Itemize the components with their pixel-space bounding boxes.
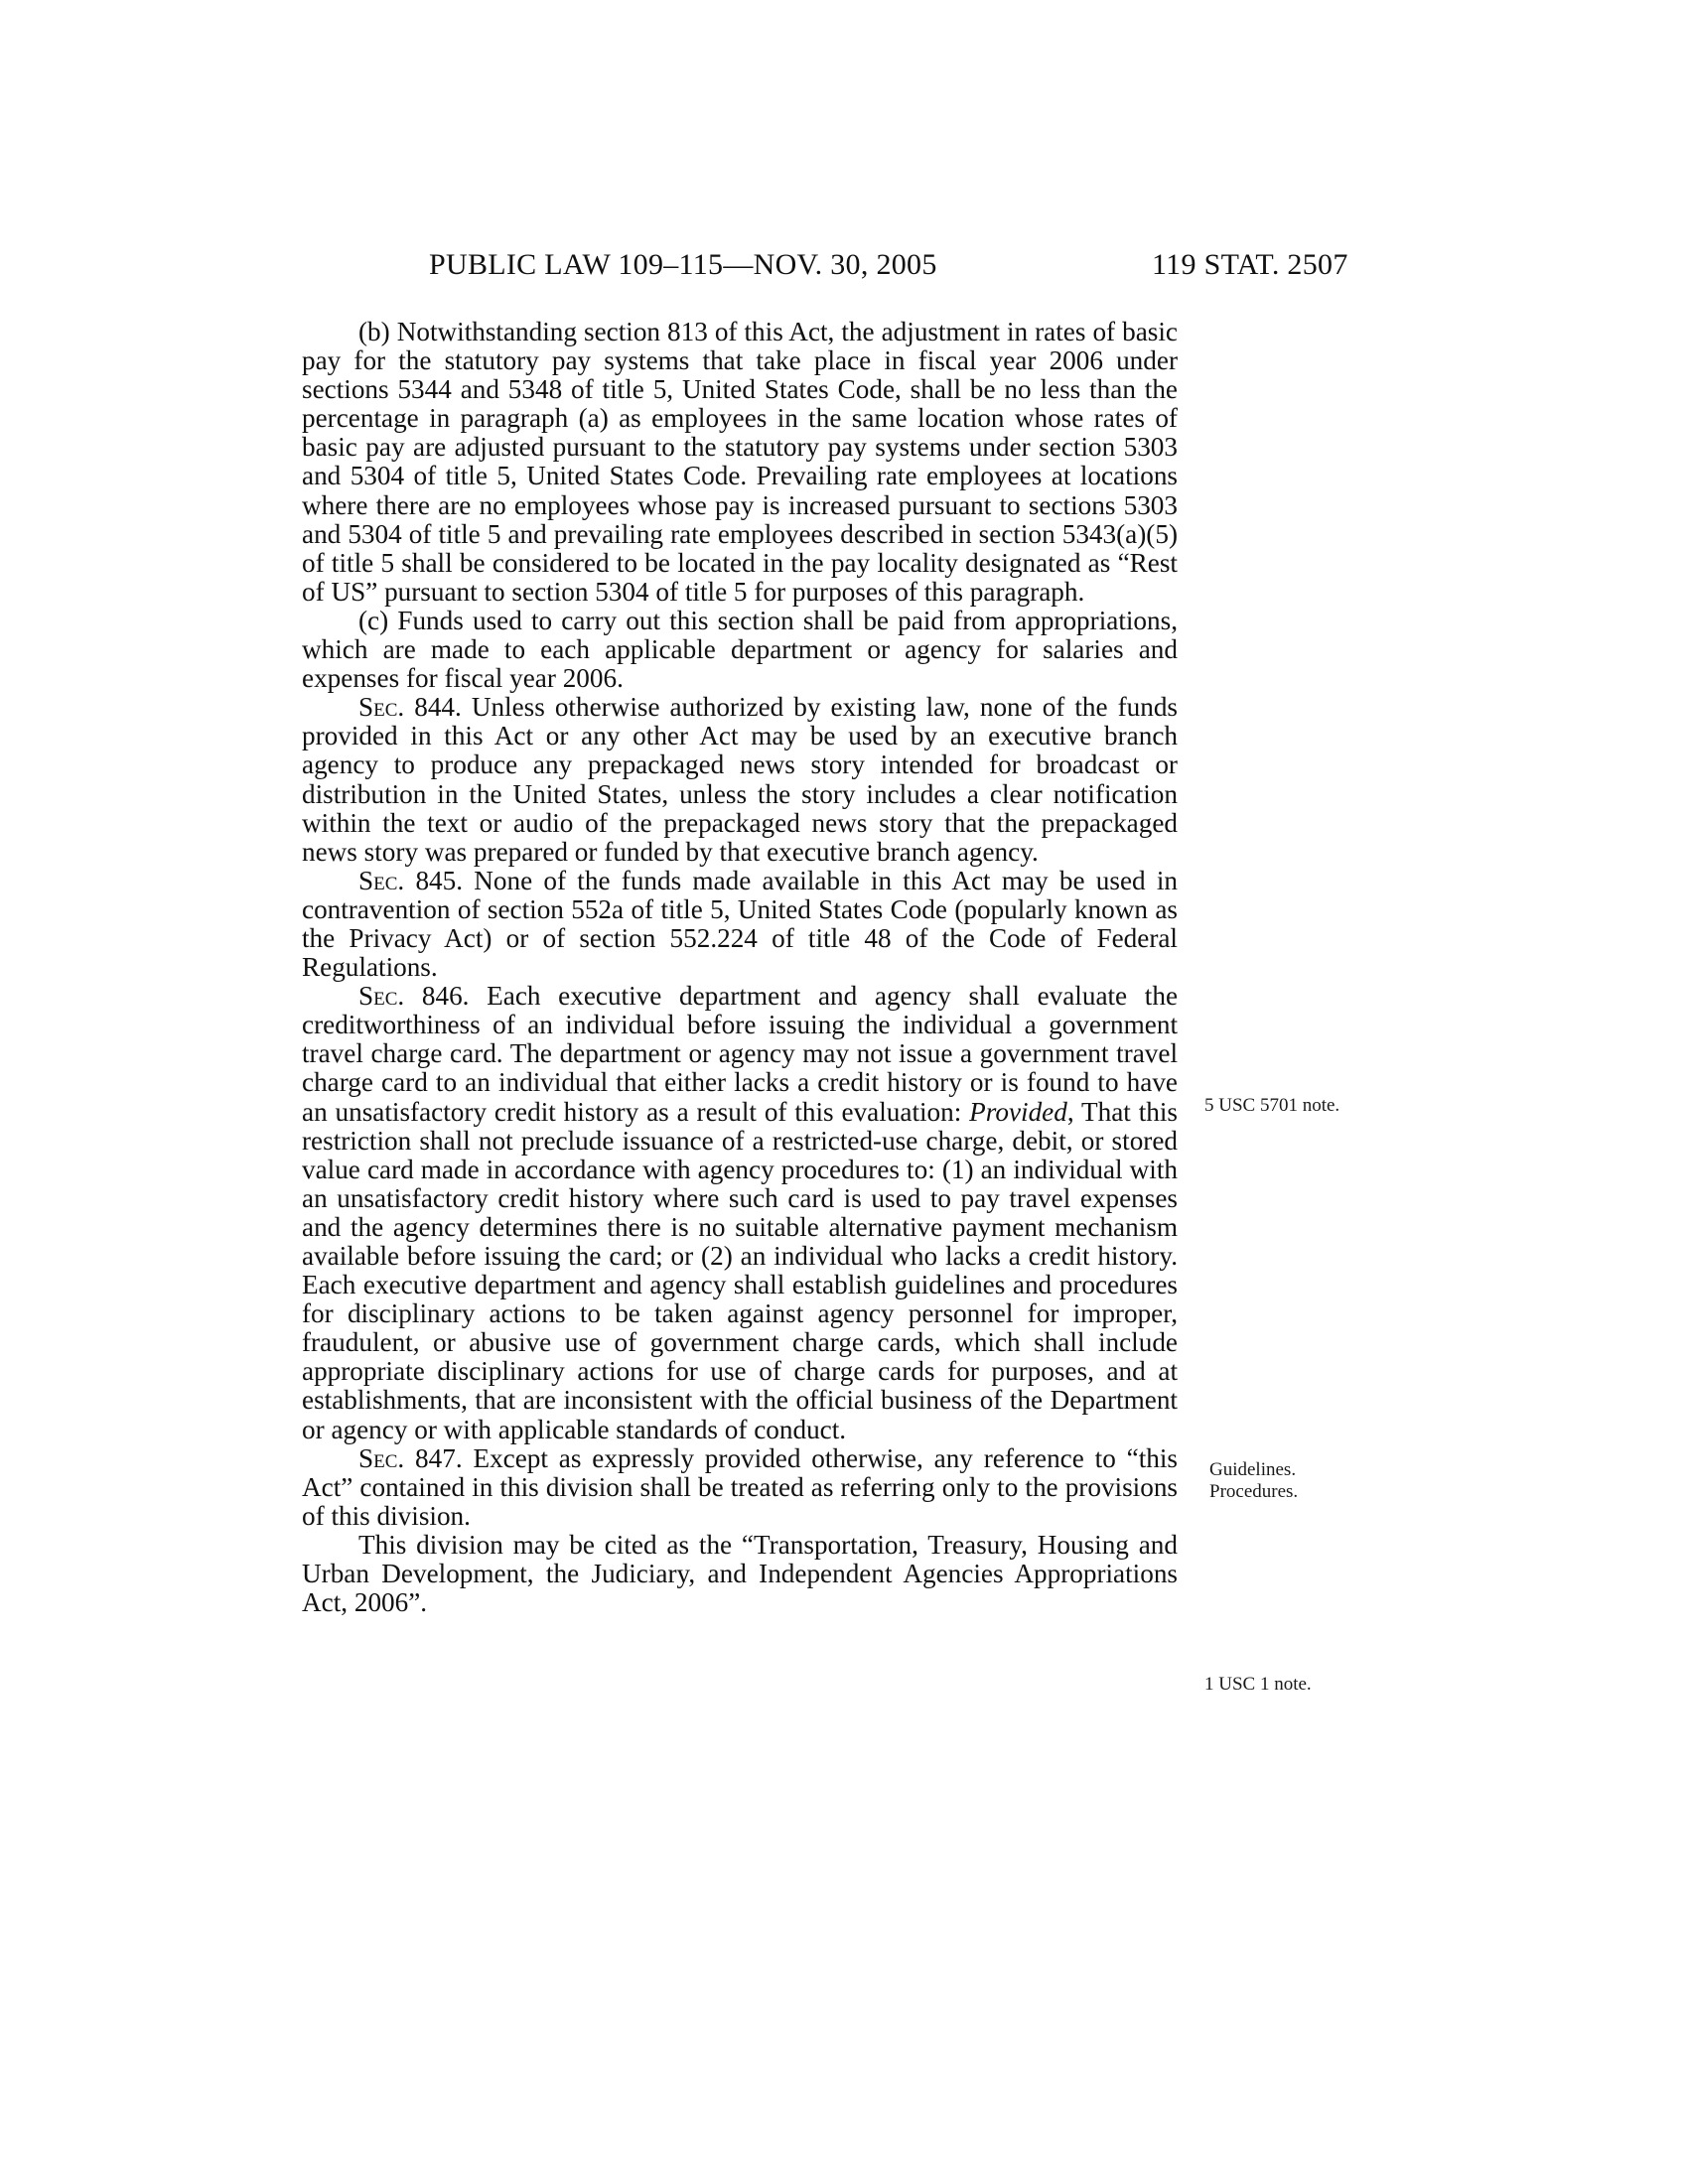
- section-845-text: None of the funds made available in this Act may be used in contravention of section 552a of title 5, United States Code (popularly known as the Privacy Act) or of section 552.224 of title 48 of the Code of Federal Regulations.: [302, 865, 1179, 983]
- section-847-text: Except as expressly provided otherwise, any reference to “this Act” contained in this division shall be treated as referring only to the provisions of this division.: [302, 1442, 1178, 1531]
- section-label: Sec.: [358, 692, 405, 723]
- provided-term: Provided: [969, 1096, 1067, 1127]
- body-text: [302, 318, 1178, 1617]
- section-label: Sec.: [358, 865, 405, 895]
- margin-note-guidelines: Guidelines.: [1209, 1459, 1297, 1480]
- section-846: [302, 982, 1178, 1444]
- margin-note-procedures: Procedures.: [1209, 1481, 1299, 1502]
- section-846-text-b: , That this restriction shall not preclude issuance of a restricted-use charge, debit, or stored value card made in accordance with agency procedures to: (1) an individual with an unsatisfactory credit history where such card is used to pay travel expenses and the agency determines there is no suitable alternative payment mechanism available before issuing the card; or (2) an individual who lacks a credit history. Each executive department and agency shall establish guidelines and procedures for disciplinary actions to be taken against agency personnel for improper, fraudulent, or abusive use of government charge cards, which shall include appropriate disciplinary actions for use of charge cards for purposes, and at establishments, that are inconsistent with the official business of the Department or agency or with applicable standards of conduct.: [302, 1096, 1178, 1444]
- section-846-text-a: Each executive department and agency shall evaluate the creditworthiness of an individual before issuing the individual a government travel charge card. The department or agency may not issue a government travel charge card to an individual that either lacks a credit history or is found to have an unsatisfactory credit history as a result of this evaluation:: [302, 981, 1179, 1127]
- margin-note-guidelines-procedures: [1209, 1459, 1298, 1503]
- section-label: Sec.: [358, 981, 405, 1012]
- section-844-text: Unless otherwise authorized by existing law, none of the funds provided in this Act or any other Act may be used by an executive branch agency to produce any prepackaged news story intended for broadcast or distribution in the United States, unless the story includes a clear notification within the text or audio of the prepackaged news story that the prepackaged news story was prepared or funded by that executive branch agency.: [302, 692, 1179, 867]
- section-number: 847.: [415, 1442, 463, 1473]
- paragraph-c: (c) Funds used to carry out this section shall be paid from appropriations, which are made to each applicable department or agency for salaries and expenses for fiscal year 2006.: [302, 605, 1178, 694]
- section-845: [302, 867, 1178, 982]
- section-847: [302, 1444, 1178, 1531]
- section-number: 846.: [421, 981, 470, 1012]
- section-number: 844.: [414, 692, 462, 723]
- section-label: Sec.: [358, 1442, 405, 1473]
- margin-note-1-usc-1: 1 USC 1 note.: [1204, 1674, 1312, 1695]
- section-844: [302, 693, 1178, 867]
- paragraph-b: (b) Notwithstanding section 813 of this Act, the adjustment in rates of basic pay for the statutory pay systems that take place in fiscal year 2006 under sections 5344 and 5348 of title 5, United States Code, shall be no less than the percentage in paragraph (a) as employees in the same location whose rates of basic pay are adjusted pursuant to the statutory pay systems under section 5303 and 5304 of title 5, United States Code. Prevailing rate employees at locations where there are no employees whose pay is increased pursuant to sections 5303 and 5304 of title 5 and prevailing rate employees described in section 5343(a)(5) of title 5 shall be considered to be located in the pay locality designated as “Rest of US” pursuant to section 5304 of title 5 for purposes of this paragraph.: [302, 317, 1178, 607]
- running-header-title: PUBLIC LAW 109–115—NOV. 30, 2005: [429, 248, 937, 281]
- short-title-citation: This division may be cited as the “Transportation, Treasury, Housing and Urban Development, the Judiciary, and Independent Agencies Appropriations Act, 2006”.: [302, 1529, 1178, 1618]
- margin-note-5-usc-5701: 5 USC 5701 note.: [1204, 1095, 1340, 1116]
- running-header-page-number: 119 STAT. 2507: [1152, 248, 1348, 281]
- section-number: 845.: [415, 865, 464, 895]
